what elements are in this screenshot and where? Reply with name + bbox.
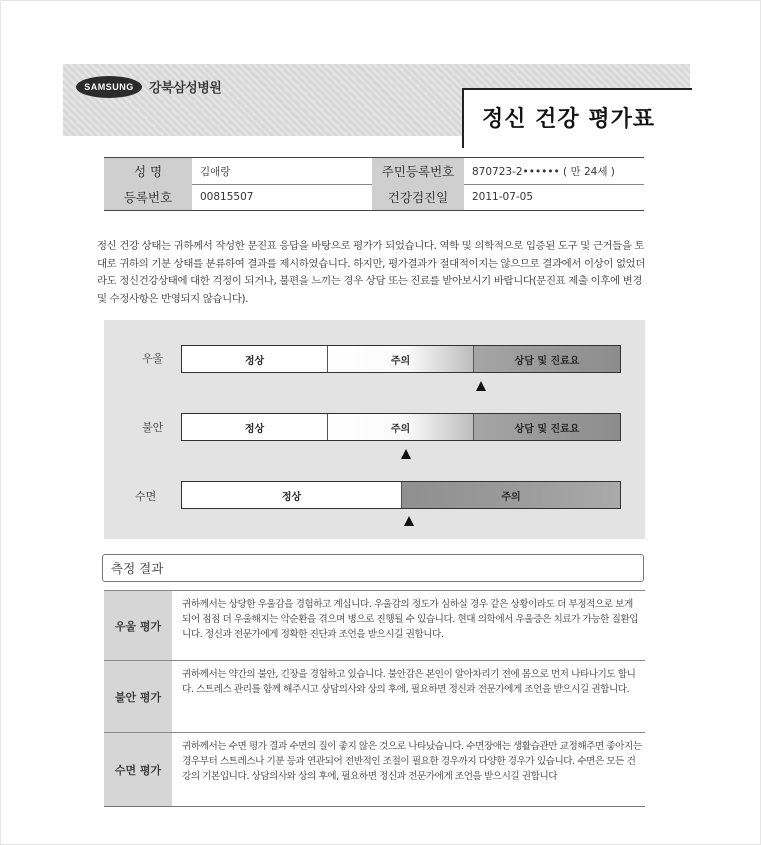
result-row-anxiety bbox=[104, 660, 645, 733]
rrn-label: 주민등록번호 bbox=[372, 158, 464, 184]
rrn-value: 870723-2•••••• ( 만 24세 ) bbox=[472, 165, 615, 178]
category-label-sleep: 수면 bbox=[135, 490, 157, 503]
segment-refer: 상담 및 진료요 bbox=[474, 346, 620, 372]
info-row bbox=[104, 158, 644, 185]
name-value: 김애랑 bbox=[200, 165, 231, 178]
result-text: 귀하께서는 상당한 우울감을 경험하고 계십니다. 우울감의 정도가 심하실 경우 같은 상황이라도 더 부정적으로 보게 되어 점점 더 우울해지는 악순환을 겪으며 병으로 진행될 수 있습니다. 현대 의학에서 우울증은 치료가 가능한 질환입니다. 정신과 전문가에게 정확한 진단과 조언을 받으시길 권합니다. bbox=[182, 599, 639, 641]
exam-date-value: 2011-07-05 bbox=[472, 191, 534, 203]
segment-caution: 주의 bbox=[328, 414, 474, 440]
results-bottom-rule bbox=[104, 806, 645, 807]
registration-label: 등록번호 bbox=[104, 184, 192, 210]
name-label: 성 명 bbox=[104, 158, 192, 184]
category-label-depression: 우울 bbox=[142, 352, 164, 365]
samsung-logo bbox=[76, 76, 142, 98]
hospital-name: 강북삼성병원 bbox=[149, 81, 222, 96]
result-marker-depression bbox=[476, 381, 486, 391]
segment-caution: 주의 bbox=[328, 346, 474, 372]
category-label-anxiety: 불안 bbox=[142, 421, 164, 434]
scale-bar-anxiety bbox=[181, 413, 621, 441]
patient-info-table bbox=[104, 157, 644, 211]
registration-value: 00815507 bbox=[200, 191, 254, 203]
result-text: 귀하께서는 약간의 불안, 긴장을 경험하고 있습니다. 불안감은 본인이 알아차리기 전에 몸으로 먼저 나타나기도 합니다. 스트레스 관리를 함께 해주시고 상담의사와 상의 후에, 필요하면 정신과 전문가에게 조언을 받으시길 권합니다. bbox=[182, 669, 636, 696]
scale-bar-depression bbox=[181, 345, 621, 373]
segment-refer: 상담 및 진료요 bbox=[474, 414, 620, 440]
results-header bbox=[102, 554, 644, 582]
segment-normal: 정상 bbox=[182, 346, 328, 372]
segment-caution: 주의 bbox=[402, 482, 620, 508]
result-row-depression bbox=[104, 590, 645, 661]
result-marker-sleep bbox=[404, 516, 414, 526]
scale-bar-sleep bbox=[181, 481, 621, 509]
result-label: 불안 평가 bbox=[104, 661, 172, 733]
results-title: 측정 결과 bbox=[111, 561, 164, 576]
segment-normal: 정상 bbox=[182, 414, 328, 440]
result-text: 귀하께서는 수면 평가 결과 수면의 질이 좋지 않은 것으로 나타났습니다. 수면장애는 생활습관만 교정해주면 좋아지는 경우부터 스트레스나 기분 등과 연관되어 전반적인 조절이 필요한 경우까지 다양한 경우가 있습니다. 수면은 모든 건강의 기본입니다. 상담의사와 상의 후에, 필요하면 정신과 전문가에게 조언을 받으시길 권합니다 bbox=[182, 741, 642, 783]
exam-date-label: 건강검진일 bbox=[372, 184, 464, 210]
info-row bbox=[104, 184, 644, 210]
result-marker-anxiety bbox=[401, 449, 411, 459]
logo-text: SAMSUNG bbox=[84, 82, 134, 92]
result-row-sleep bbox=[104, 732, 645, 807]
result-label: 수면 평가 bbox=[104, 733, 172, 807]
intro-paragraph: 정신 건강 상태는 귀하께서 작성한 문진표 응답을 바탕으로 평가가 되었습니다. 역학 및 의학적으로 입증된 도구 및 근거들을 토대로 귀하의 기분 상태를 분류하여 결과를 제시하였습니다. 하지만, 평가결과가 절대적이지는 않으므로 결과에서 이상이 없었더라도 정신건강상태에 대한 걱정이 되거나, 불편을 느끼는 경우 상담 또는 진료를 받아보시기 바랍니다(문진표 제출 이후에 변경 및 수정사항은 반영되지 않습니다). bbox=[97, 240, 646, 305]
segment-normal: 정상 bbox=[182, 482, 402, 508]
result-label: 우울 평가 bbox=[104, 591, 172, 661]
document-title: 정신 건강 평가표 bbox=[482, 107, 656, 132]
